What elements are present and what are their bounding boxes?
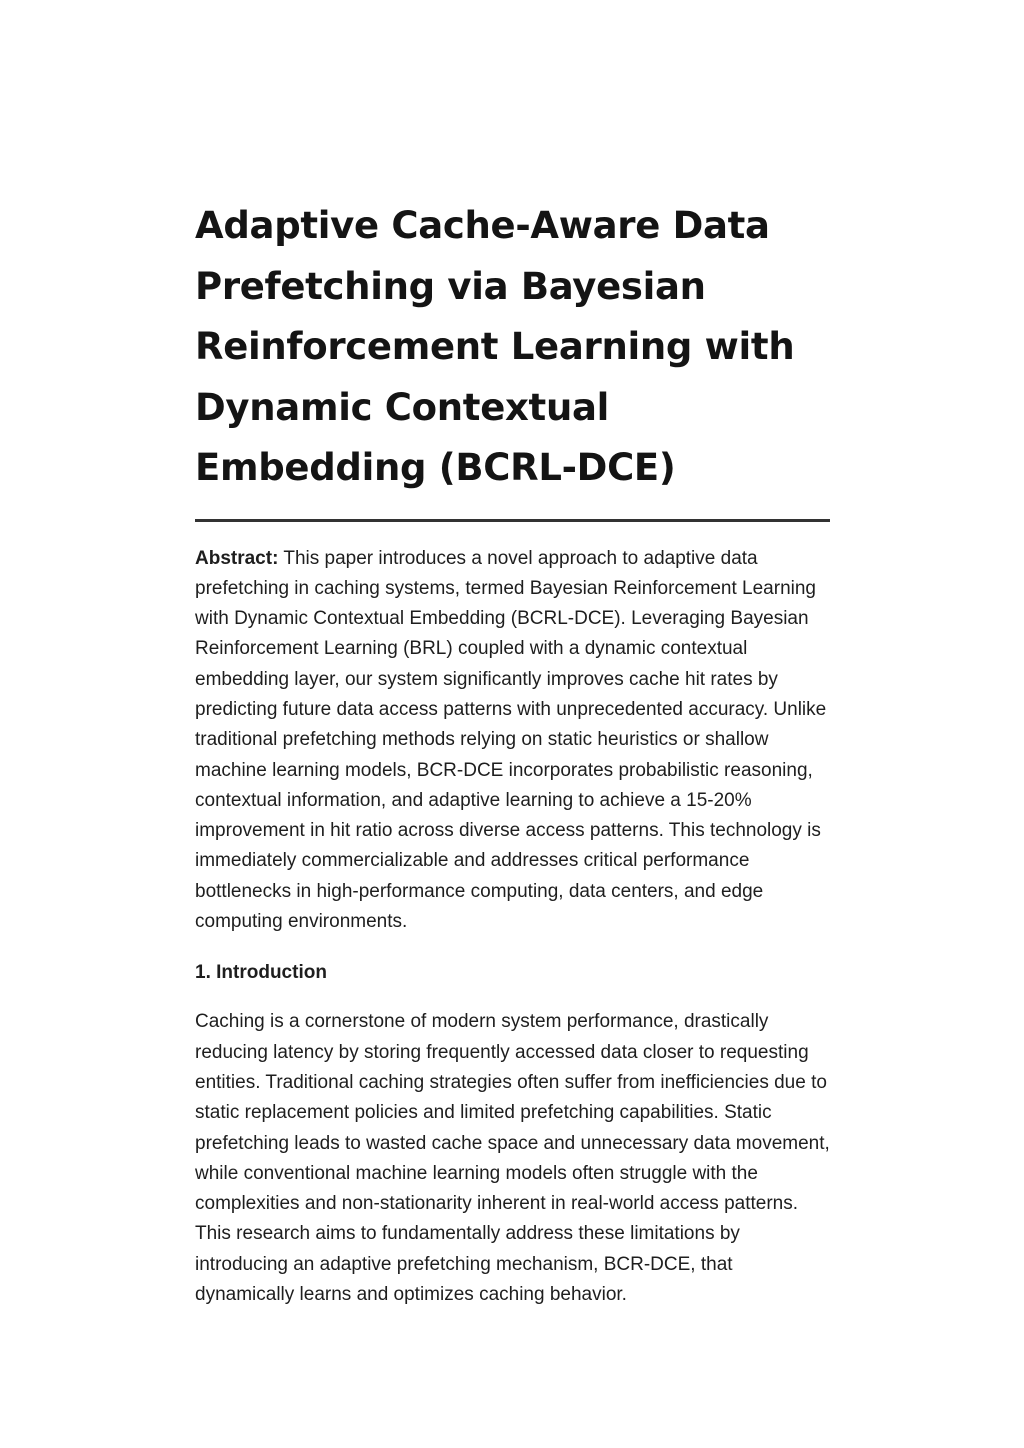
title-divider xyxy=(195,519,830,522)
paper-title: Adaptive Cache-Aware Data Prefetching via Bayesian Reinforcement Learning with Dynamic Contextual Embedding (BCRL-DCE) xyxy=(195,204,795,489)
introduction-paragraph: Caching is a cornerstone of modern system performance, drastically reducing latency by storing frequently accessed data closer to requesting entities. Traditional caching strategies often suffer from inefficiencies due to static replacement policies and limited prefetching capabilities. Static prefetching leads to wasted cache space and unnecessary data movement, while conventional machine learning models often struggle with the complexities and non-stationarity inherent in real-world access patterns. This research aims to fundamentally address these limitations by introducing an adaptive prefetching mechanism, BCR-DCE, that dynamically learns and optimizes caching behavior. xyxy=(195,1011,830,1306)
abstract-label: Abstract: xyxy=(195,547,279,569)
abstract xyxy=(195,544,830,938)
section-heading-introduction: 1. Introduction xyxy=(195,962,327,984)
abstract-text: This paper introduces a novel approach to adaptive data prefetching in caching systems, termed Bayesian Reinforcement Learning with Dynamic Contextual Embedding (BCRL-DCE). Leveraging Bayesian Reinforcement Learning (BRL) coupled with a dynamic contextual embedding layer, our system significantly improves cache hit rates by predicting future data access patterns with unprecedented accuracy. Unlike traditional prefetching methods relying on static heuristics or shallow machine learning models, BCR-DCE incorporates probabilistic reasoning, contextual information, and adaptive learning to achieve a 15-20% improvement in hit ratio across diverse access patterns. This technology is immediately commercializable and addresses critical performance bottlenecks in high-performance computing, data centers, and edge computing environments. xyxy=(195,547,827,933)
paper-page xyxy=(195,196,830,1310)
